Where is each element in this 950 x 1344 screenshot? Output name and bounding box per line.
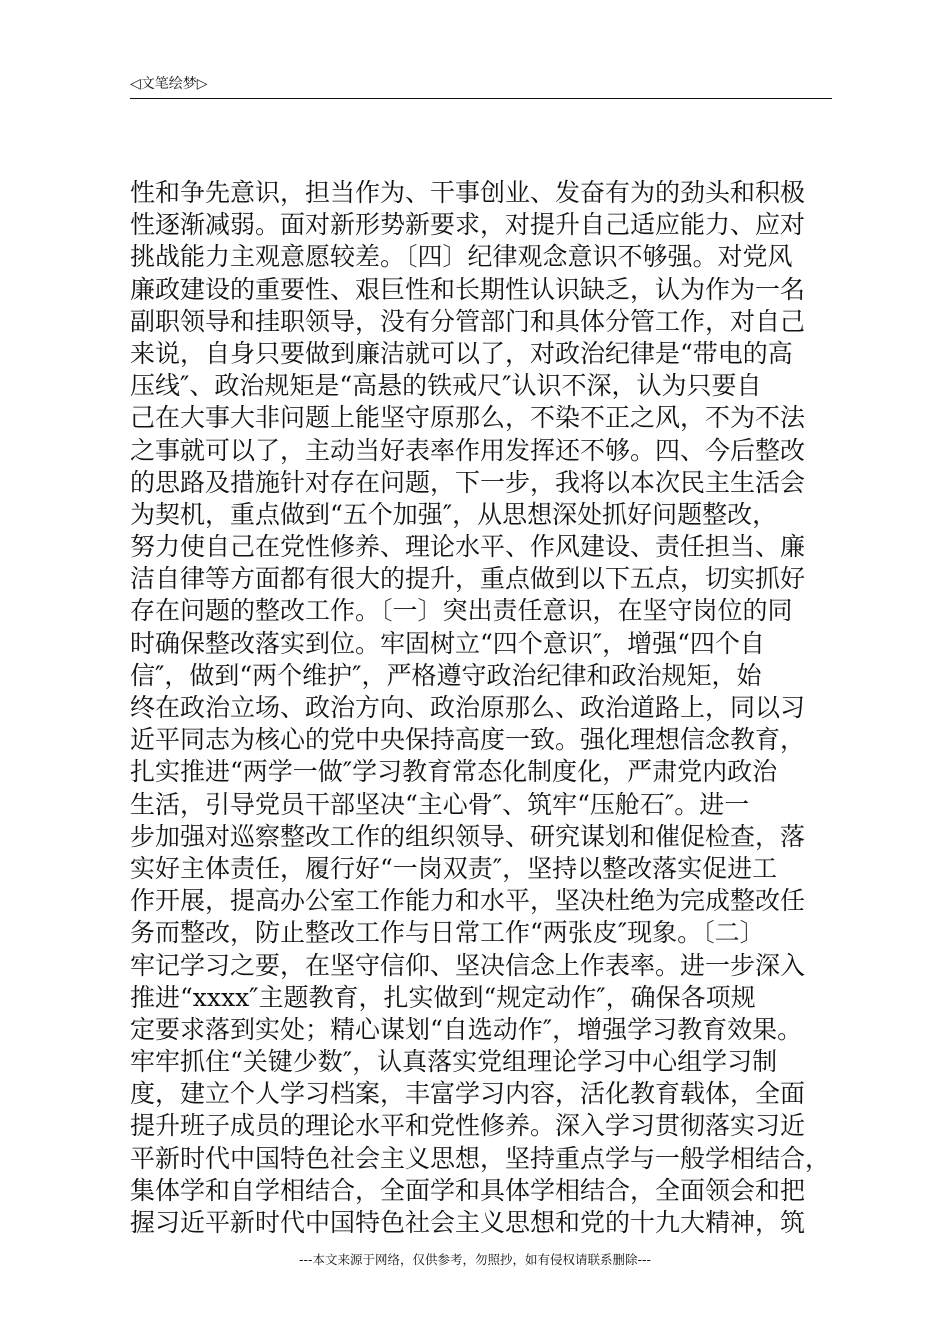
text-line: 定要求落到实处；精心谋划“自选动作″，增强学习教育效果。	[130, 1014, 803, 1044]
text-line: 洁自律等方面都有很大的提升，重点做到以下五点，切实抓好	[130, 564, 806, 594]
text-line: 终在政治立场、政治方向、政治原那么、政治道路上，同以习	[130, 693, 806, 722]
text-line: 信″，做到“两个维护″，严格遵守政治纪律和政治规矩，始	[130, 660, 762, 690]
text-line: 度，建立个人学习档案，丰富学习内容，活化教育载体，全面	[130, 1079, 806, 1109]
text-line: 存在问题的整改工作。〔一〕突出责任意识，在坚守岗位的同	[130, 596, 793, 626]
text-line: 推进“xxxx″主题教育，扎实做到“规定动作″，确保各项规	[130, 982, 756, 1012]
text-line: 己在大事大非问题上能坚守原那么，不染不正之风，不为不法	[130, 403, 806, 433]
text-line: 步加强对巡察整改工作的组织领导、研究谋划和催促检查，落	[130, 821, 806, 851]
header-title: ◁文笔绘梦▷	[130, 76, 208, 92]
page-header	[130, 76, 832, 99]
text-line: 时确保整改落实到位。牢固树立“四个意识″，增强“四个自	[130, 628, 765, 658]
text-line: 压线″、政治规矩是“高悬的铁戒尺″认识不深，认为只要自	[130, 371, 762, 401]
text-line: 性和争先意识，担当作为、干事创业、发奋有为的劲头和积极	[130, 178, 806, 207]
text-line: 牢牢抓住“关键少数″，认真落实党组理论学习中心组学习制	[130, 1047, 778, 1077]
text-line: 务而整改，防止整改工作与日常工作“两张皮″现象。〔二〕	[130, 918, 765, 948]
text-line: 挑战能力主观意愿较差。〔四〕纪律观念意识不够强。对党风	[130, 242, 793, 272]
text-line: 实好主体责任，履行好“一岗双责″，坚持以整改落实促进工	[130, 853, 778, 883]
text-line: 的思路及措施针对存在问题，下一步，我将以本次民主生活会	[130, 467, 806, 497]
text-line: 近平同志为核心的党中央保持高度一致。强化理想信念教育，	[130, 725, 806, 755]
text-line: 生活，引导党员干部坚决“主心骨″、筑牢“压舱石″。进一	[130, 789, 750, 819]
text-line: 为契机，重点做到“五个加强″，从思想深处抓好问题整改，	[130, 499, 778, 529]
text-line: 之事就可以了，主动当好表率作用发挥还不够。四、今后整改	[130, 435, 806, 465]
page-footer	[0, 1252, 950, 1268]
text-line: 努力使自己在党性修养、理论水平、作风建设、责任担当、廉	[130, 532, 806, 562]
text-line: 性逐渐减弱。面对新形势新要求，对提升自己适应能力、应对	[130, 210, 806, 240]
text-line: 来说，自身只要做到廉洁就可以了，对政治纪律是“带电的高	[130, 338, 793, 368]
text-line: 副职领导和挂职领导，没有分管部门和具体分管工作，对自己	[130, 306, 806, 336]
text-line: 平新时代中国特色社会主义思想，坚持重点学与一般学相结合，	[130, 1143, 831, 1173]
document-body	[130, 177, 835, 1239]
text-line: 牢记学习之要，在坚守信仰、坚决信念上作表率。进一步深入	[130, 950, 806, 980]
text-line: 廉政建设的重要性、艰巨性和长期性认识缺乏，认为作为一名	[130, 274, 806, 304]
footer-disclaimer: ---本文来源于网络，仅供参考，勿照抄，如有侵权请联系删除---	[298, 1252, 652, 1267]
text-line: 集体学和自学相结合，全面学和具体学相结合，全面领会和把	[130, 1175, 806, 1205]
text-line: 扎实推进“两学一做″学习教育常态化制度化，严肃党内政治	[130, 757, 778, 787]
text-line: 提升班子成员的理论水平和党性修养。深入学习贯彻落实习近	[130, 1111, 806, 1141]
text-line: 握习近平新时代中国特色社会主义思想和党的十九大精神，筑	[130, 1208, 806, 1237]
text-line: 作开展，提高办公室工作能力和水平，坚决杜绝为完成整改任	[130, 886, 806, 916]
